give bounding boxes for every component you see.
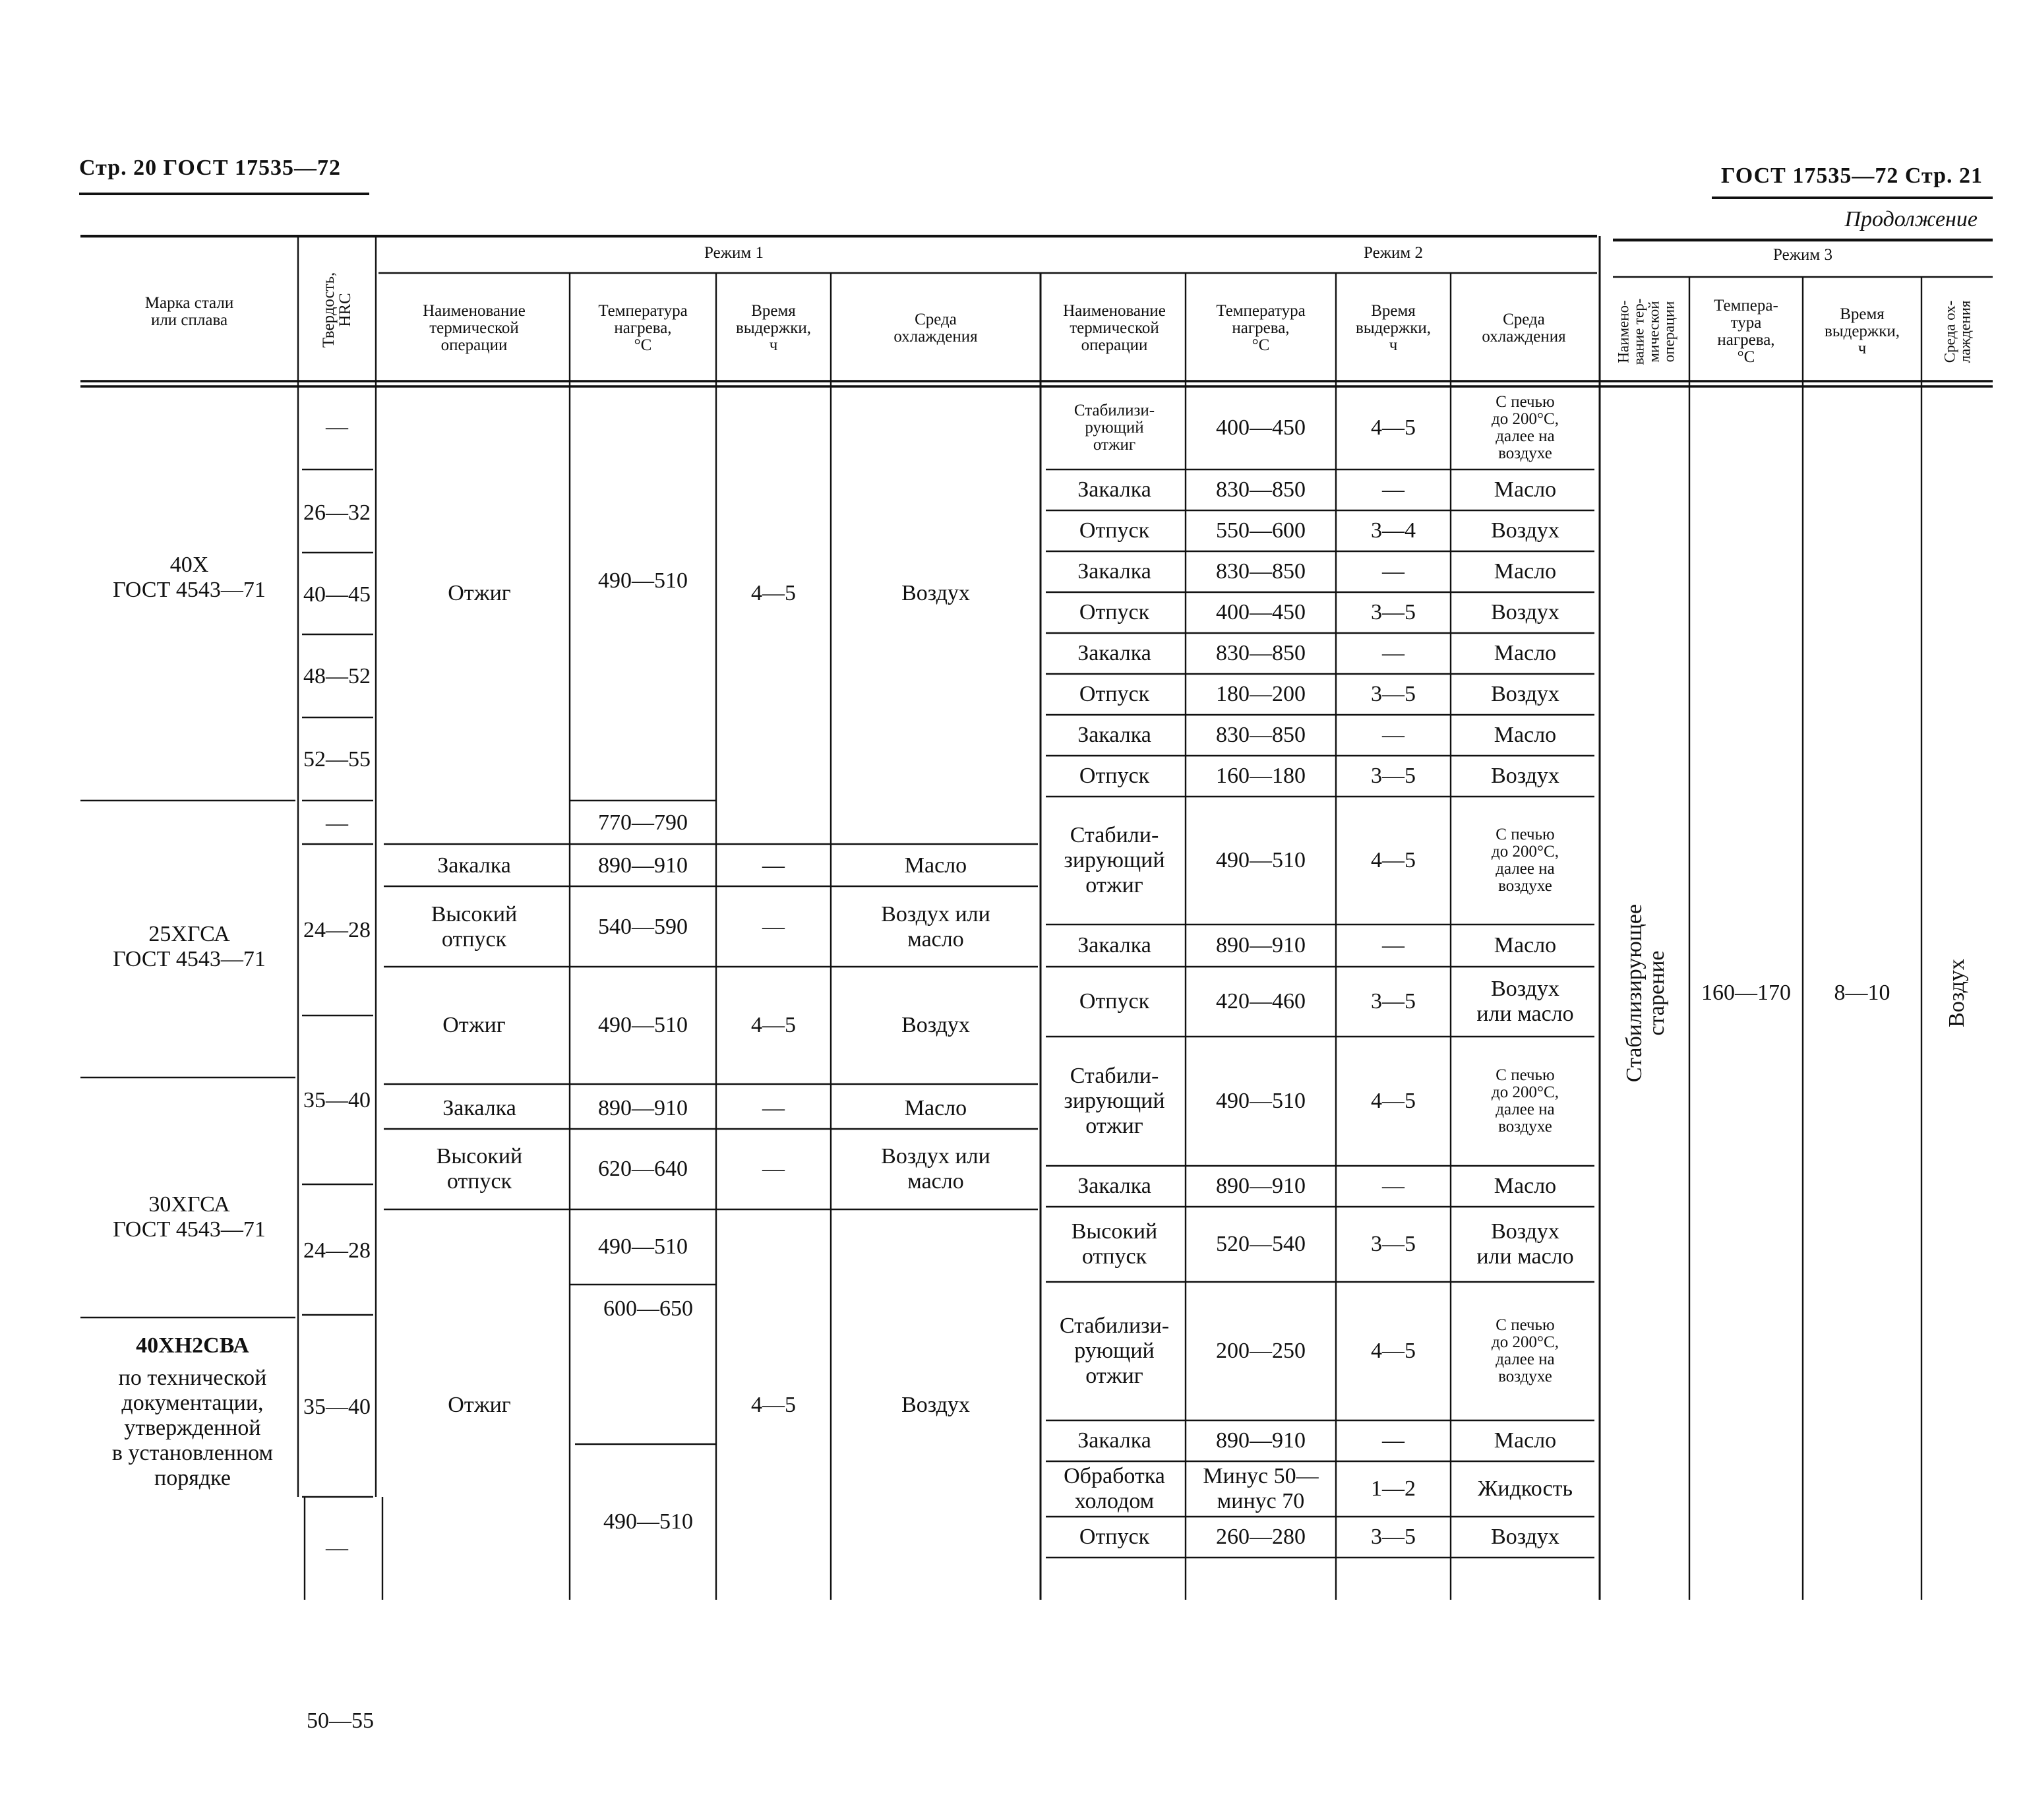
m2-temp: 890—910 <box>1216 1428 1306 1453</box>
m1-op-vysokiy-otpusk: Высокий отпуск <box>436 1143 523 1194</box>
hardness-cell: 48—52 <box>303 663 371 688</box>
m2-medium: Воздух <box>1491 518 1559 543</box>
m1-medium: Воздух <box>901 1392 970 1417</box>
m2-temp: 890—910 <box>1216 932 1306 957</box>
m2-temp: 830—850 <box>1216 477 1306 502</box>
m2-medium: С печью до 200°С, далее на воздухе <box>1492 1316 1559 1386</box>
m2-medium: Масло <box>1494 1173 1557 1198</box>
m2-time: 1—2 <box>1371 1476 1416 1501</box>
m2-medium: Жидкость <box>1477 1476 1573 1501</box>
m1-medium-vozduh-ili-maslo: Воздух или масло <box>881 901 990 952</box>
m2-medium: С печью до 200°С, далее на воздухе <box>1492 1066 1559 1136</box>
m2-op: Стабилизи- рующий отжиг <box>1073 401 1155 454</box>
col-header-mode-3: Режим 3 <box>1773 245 1832 264</box>
m2-temp: 400—450 <box>1216 599 1306 624</box>
hardness-cell: 24—28 <box>303 917 371 942</box>
page-header-left: Стр. 20 ГОСТ 17535—72 <box>79 156 342 180</box>
col-header-mode-1: Режим 1 <box>704 243 764 262</box>
hardness-cell: 50—55 <box>307 1708 374 1733</box>
m1-temp-490: 490—510 <box>598 568 688 593</box>
m1-op-zakalka: Закалка <box>442 1095 516 1120</box>
m3-header-medium: Среда ох- лаждения <box>1941 300 1973 363</box>
m2-medium: Воздух или масло <box>1476 976 1574 1026</box>
m2-medium: Воздух <box>1491 681 1559 706</box>
m2-medium: Воздух <box>1491 599 1559 624</box>
hardness-cell: 26—32 <box>303 500 371 525</box>
page-header-right: ГОСТ 17535—72 Стр. 21 <box>1720 164 1983 188</box>
m2-temp: 830—850 <box>1216 722 1306 747</box>
grade-25xgsa: 25ХГСА ГОСТ 4543—71 <box>113 921 266 971</box>
m2-op: Закалка <box>1077 559 1151 584</box>
m1-medium-vozduh-ili-maslo: Воздух или масло <box>881 1143 990 1194</box>
m2-time: 4—5 <box>1371 1088 1416 1113</box>
header-rule-left <box>79 193 369 195</box>
m2-op: Отпуск <box>1079 599 1150 624</box>
m2-temp: 420—460 <box>1216 988 1306 1014</box>
m2-op: Отпуск <box>1079 763 1150 788</box>
m3-op-stabiliziruyushchee-starenie: Стабилизирующее старение <box>1622 903 1670 1083</box>
m1-medium-maslo: Масло <box>904 853 967 878</box>
m2-time: — <box>1382 559 1405 584</box>
m2-medium: С печью до 200°С, далее на воздухе <box>1492 392 1559 463</box>
m2-temp: 890—910 <box>1216 1173 1306 1198</box>
hardness-cell: 52—55 <box>303 746 371 772</box>
m1-temp-890: 890—910 <box>598 853 688 878</box>
m1-medium: Воздух <box>901 1012 970 1037</box>
m2-medium: Масло <box>1494 640 1557 665</box>
m1-temp-490: 490—510 <box>598 1234 688 1259</box>
m1-temp-540: 540—590 <box>598 914 688 939</box>
m2-time: — <box>1382 1428 1405 1453</box>
m2-time: — <box>1382 477 1405 502</box>
col-header-grade: Марка стали или сплава <box>144 293 234 329</box>
m2-temp: 490—510 <box>1216 1088 1306 1113</box>
m1-header-medium: Среда охлаждения <box>893 310 978 346</box>
m3-header-op: Наимено- вание тер- мической операции <box>1614 298 1677 365</box>
m2-temp: Минус 50— минус 70 <box>1203 1463 1319 1513</box>
m2-temp: 260—280 <box>1216 1524 1306 1549</box>
m2-op: Стабили- зирующий отжиг <box>1064 1063 1165 1139</box>
m3-time: 8—10 <box>1834 980 1890 1005</box>
m2-time: 3—5 <box>1371 599 1416 624</box>
m2-time: 3—5 <box>1371 681 1416 706</box>
m2-op: Обработка холодом <box>1064 1463 1165 1513</box>
m2-time: 3—4 <box>1371 518 1416 543</box>
m2-temp: 830—850 <box>1216 640 1306 665</box>
grade-40x: 40Х ГОСТ 4543—71 <box>113 552 266 602</box>
m1-temp-490: 490—510 <box>598 1012 688 1037</box>
col-header-hardness: Твердость, HRC <box>320 272 354 348</box>
hardness-cell: 40—45 <box>303 582 371 607</box>
heat-treatment-table <box>80 235 1993 1733</box>
m2-time: — <box>1382 640 1405 665</box>
grade-40xn2sva-note: по технической документации, утвержденной в установленном порядке <box>111 1365 274 1491</box>
m1-header-op: Наименование термической операции <box>423 301 526 355</box>
m2-op: Стабилизи- рующий отжиг <box>1059 1313 1170 1389</box>
m1-temp-490: 490—510 <box>603 1509 693 1534</box>
m2-medium: Масло <box>1494 1428 1557 1453</box>
m2-medium: Масло <box>1494 932 1557 957</box>
m2-medium: Масло <box>1494 559 1557 584</box>
header-rule-right <box>1712 197 1993 199</box>
m2-op: Стабили- зирующий отжиг <box>1064 822 1165 898</box>
m2-time: 3—5 <box>1371 988 1416 1014</box>
m1-temp-890: 890—910 <box>598 1095 688 1120</box>
hardness-cell: — <box>326 1535 348 1560</box>
m2-temp: 830—850 <box>1216 559 1306 584</box>
hardness-cell: 35—40 <box>303 1394 371 1419</box>
m2-temp: 180—200 <box>1216 681 1306 706</box>
m2-medium: Воздух или масло <box>1476 1219 1574 1269</box>
m2-op: Закалка <box>1077 722 1151 747</box>
m1-op-vysokiy-otpusk: Высокий отпуск <box>431 901 518 952</box>
grade-30xgsa: 30ХГСА ГОСТ 4543—71 <box>113 1192 266 1242</box>
m1-op-otzhig: Отжиг <box>442 1012 506 1037</box>
col-header-mode-2: Режим 2 <box>1364 243 1423 262</box>
m2-time: 3—5 <box>1371 1524 1416 1549</box>
m2-temp: 550—600 <box>1216 518 1306 543</box>
m1-medium: Воздух <box>901 580 970 605</box>
m2-temp: 490—510 <box>1216 847 1306 872</box>
m2-op: Высокий отпуск <box>1071 1219 1158 1269</box>
m1-temp-620: 620—640 <box>598 1156 688 1181</box>
m1-op-zakalka: Закалка <box>437 853 511 878</box>
hardness-cell: — <box>326 810 348 835</box>
m2-op: Отпуск <box>1079 988 1150 1014</box>
m2-op: Закалка <box>1077 1173 1151 1198</box>
m2-time: 3—5 <box>1371 763 1416 788</box>
m1-op-otzhig: Отжиг <box>448 580 511 605</box>
m1-medium-maslo: Масло <box>904 1095 967 1120</box>
m3-header-time: Время выдержки, ч <box>1825 305 1900 358</box>
m2-medium: Воздух <box>1491 763 1559 788</box>
m3-medium: Воздух <box>1944 959 1969 1027</box>
m2-temp: 520—540 <box>1216 1231 1306 1256</box>
m1-temp-770: 770—790 <box>598 810 688 835</box>
m2-medium: Воздух <box>1491 1524 1559 1549</box>
m2-op: Отпуск <box>1079 518 1150 543</box>
m2-medium: Масло <box>1494 722 1557 747</box>
m2-op: Закалка <box>1077 477 1151 502</box>
m1-time-dash: — <box>762 914 785 939</box>
m2-temp: 400—450 <box>1216 415 1306 440</box>
m1-header-temp: Температура нагрева, °С <box>598 301 688 355</box>
m1-time-dash: — <box>762 853 785 878</box>
m2-time: 3—5 <box>1371 1231 1416 1256</box>
m1-temp-600: 600—650 <box>603 1296 693 1321</box>
m2-time: 4—5 <box>1371 1338 1416 1363</box>
m2-op: Закалка <box>1077 640 1151 665</box>
m1-time: 4—5 <box>751 1392 796 1417</box>
m1-time-dash: — <box>762 1095 785 1120</box>
m1-header-time: Время выдержки, ч <box>736 301 811 355</box>
m2-header-time: Время выдержки, ч <box>1356 301 1431 355</box>
m2-medium: Масло <box>1494 477 1557 502</box>
m1-time: 4—5 <box>751 1012 796 1037</box>
m2-time: 4—5 <box>1371 847 1416 872</box>
m3-header-temp: Темпера- тура нагрева, °С <box>1714 296 1778 367</box>
m2-time: 4—5 <box>1371 415 1416 440</box>
m1-time: 4—5 <box>751 580 796 605</box>
m2-time: — <box>1382 722 1405 747</box>
m2-op: Закалка <box>1077 1428 1151 1453</box>
m2-header-medium: Среда охлаждения <box>1482 310 1566 346</box>
m2-op: Отпуск <box>1079 681 1150 706</box>
m2-op: Отпуск <box>1079 1524 1150 1549</box>
m2-header-op: Наименование термической операции <box>1063 301 1166 355</box>
m2-temp: 160—180 <box>1216 763 1306 788</box>
hardness-cell: — <box>326 414 348 439</box>
m1-time-dash: — <box>762 1156 785 1181</box>
m1-op-otzhig: Отжиг <box>448 1392 511 1417</box>
m2-temp: 200—250 <box>1216 1338 1306 1363</box>
hardness-cell: 35—40 <box>303 1087 371 1112</box>
m3-temp: 160—170 <box>1701 980 1791 1005</box>
m2-op: Закалка <box>1077 932 1151 957</box>
m2-time: — <box>1382 1173 1405 1198</box>
m2-medium: С печью до 200°С, далее на воздухе <box>1492 825 1559 895</box>
m2-time: — <box>1382 932 1405 957</box>
continuation-label: Продолжение <box>1844 207 1978 231</box>
grade-40xn2sva: 40ХН2СВА <box>136 1333 249 1358</box>
m2-header-temp: Температура нагрева, °С <box>1216 301 1306 355</box>
hardness-cell: 24—28 <box>303 1238 371 1263</box>
